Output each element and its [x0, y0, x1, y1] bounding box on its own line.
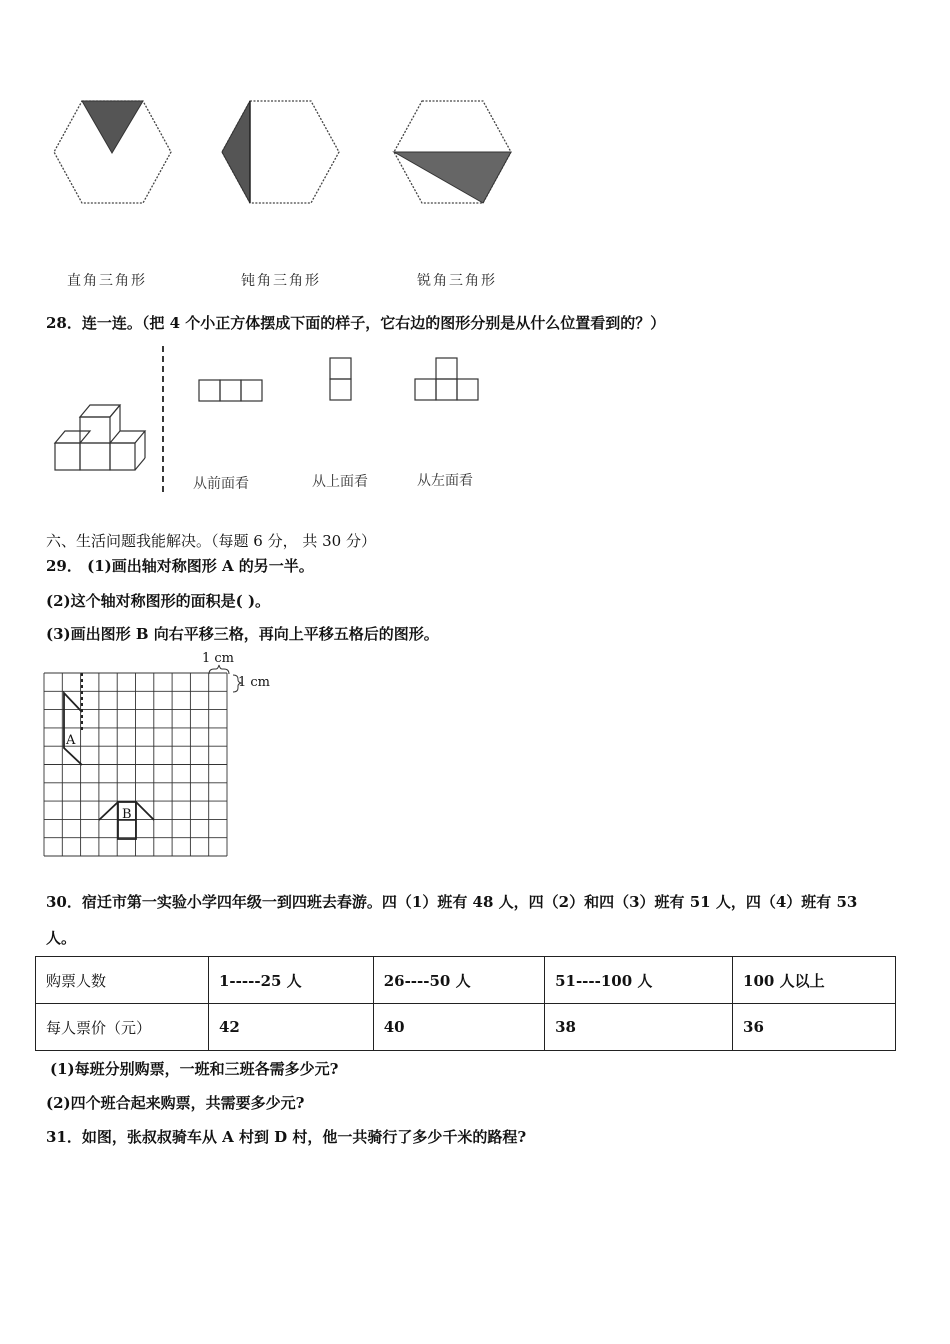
section-6-title: 六、生活问题我能解决。（每题 6 分， 共 30 分） — [46, 532, 376, 550]
table-cell: 40 — [373, 1004, 544, 1051]
hexagon-right-triangle-figure — [50, 98, 175, 208]
label-left-view: 从左面看 — [417, 473, 473, 489]
unit-label-vertical: 1 cm — [238, 675, 271, 690]
cube-stack-figure — [52, 400, 152, 476]
table-row — [36, 957, 896, 1004]
shape-b-label: B — [122, 807, 132, 822]
view-t-shape — [413, 356, 483, 404]
label-front-view: 从前面看 — [193, 476, 249, 492]
question-29-part-1: 29． (1)画出轴对称图形 A 的另一半。 — [46, 557, 314, 575]
grid-figure — [44, 673, 232, 861]
shape-a-label: A — [66, 733, 76, 748]
view-two-squares-column — [328, 356, 356, 404]
table-cell: 100 人以上 — [733, 957, 896, 1004]
table-cell: 购票人数 — [36, 957, 209, 1004]
label-acute-triangle: 锐角三角形 — [417, 273, 497, 289]
ticket-price-table — [35, 956, 896, 1051]
table-cell: 1-----25 人 — [209, 957, 374, 1004]
question-28-text: 28．连一连。（把 4 个小正方体摆成下面的样子，它右边的图形分别是从什么位置看到的？） — [46, 314, 666, 332]
table-cell: 42 — [209, 1004, 374, 1051]
table-cell: 38 — [545, 1004, 733, 1051]
table-cell: 26----50 人 — [373, 957, 544, 1004]
question-31-text: 31．如图，张叔叔骑车从 A 村到 D 村，他一共骑行了多少千米的路程? — [46, 1128, 527, 1146]
unit-label-horizontal: 1 cm — [202, 651, 235, 666]
label-top-view: 从上面看 — [312, 474, 368, 490]
label-right-triangle: 直角三角形 — [67, 273, 147, 289]
view-three-squares-row — [197, 378, 267, 404]
table-cell: 51----100 人 — [545, 957, 733, 1004]
table-cell: 36 — [733, 1004, 896, 1051]
hexagon-obtuse-triangle-figure — [218, 98, 343, 208]
question-30-sub-2: (2)四个班合起来购票，共需要多少元? — [46, 1094, 305, 1112]
question-29-part-3: (3)画出图形 B 向右平移三格，再向上平移五格后的图形。 — [46, 625, 439, 643]
question-29-part-2: (2)这个轴对称图形的面积是( )。 — [46, 592, 271, 610]
table-cell: 每人票价（元） — [36, 1004, 209, 1051]
label-obtuse-triangle: 钝角三角形 — [241, 273, 321, 289]
table-row — [36, 1004, 896, 1051]
question-30-text-line2: 人。 — [46, 929, 77, 947]
divider-dashed-line — [160, 346, 166, 494]
question-30-sub-1: (1)每班分别购票，一班和三班各需多少元? — [50, 1060, 339, 1078]
question-30-text-line1: 30．宿迁市第一实验小学四年级一到四班去春游。四（1）班有 48 人，四（2）和四（3）班有 51 人，四（4）班有 53 — [46, 893, 858, 911]
hexagon-acute-triangle-figure — [390, 98, 515, 208]
